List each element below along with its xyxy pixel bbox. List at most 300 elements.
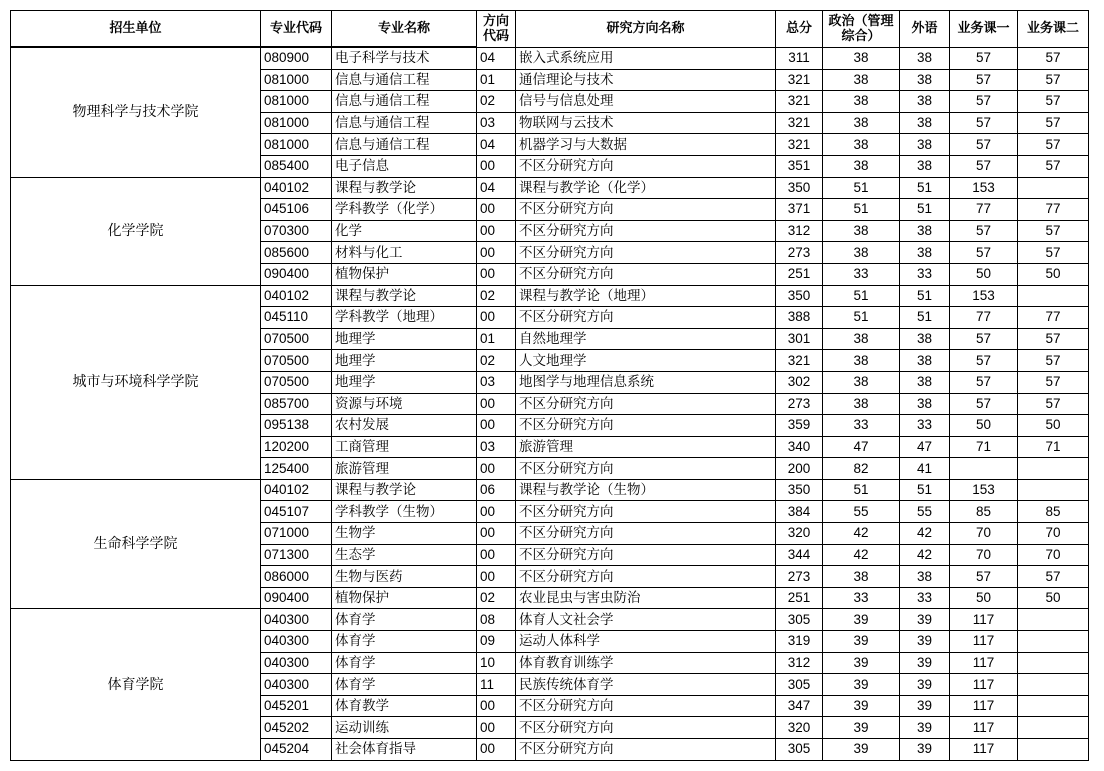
politics-score-cell: 38 xyxy=(823,69,900,91)
major-code-cell: 040300 xyxy=(261,609,332,631)
politics-score-cell: 55 xyxy=(823,501,900,523)
major-code-cell: 120200 xyxy=(261,436,332,458)
foreign-language-score-cell: 38 xyxy=(900,242,950,264)
direction-code-cell: 00 xyxy=(477,695,516,717)
course-two-score-cell: 57 xyxy=(1018,350,1089,372)
major-code-cell: 045204 xyxy=(261,739,332,761)
foreign-language-score-cell: 38 xyxy=(900,393,950,415)
major-code-cell: 095138 xyxy=(261,415,332,437)
table-row xyxy=(11,177,1089,199)
direction-name-cell: 不区分研究方向 xyxy=(516,415,776,437)
course-one-score-cell: 117 xyxy=(950,739,1018,761)
foreign-language-score-cell: 51 xyxy=(900,199,950,221)
direction-name-cell: 不区分研究方向 xyxy=(516,155,776,177)
foreign-language-score-cell: 51 xyxy=(900,307,950,329)
course-one-score-cell: 71 xyxy=(950,436,1018,458)
major-name-cell: 生态学 xyxy=(332,544,477,566)
course-two-score-cell xyxy=(1018,674,1089,696)
course-one-score-cell: 70 xyxy=(950,544,1018,566)
politics-score-cell: 39 xyxy=(823,674,900,696)
course-one-score-cell: 50 xyxy=(950,263,1018,285)
major-code-cell: 071000 xyxy=(261,523,332,545)
major-name-cell: 信息与通信工程 xyxy=(332,112,477,134)
course-two-score-cell: 57 xyxy=(1018,47,1089,69)
direction-code-cell: 00 xyxy=(477,263,516,285)
direction-code-cell: 06 xyxy=(477,479,516,501)
major-name-cell: 运动训练 xyxy=(332,717,477,739)
major-code-cell: 081000 xyxy=(261,134,332,156)
direction-code-cell: 00 xyxy=(477,523,516,545)
table-row xyxy=(11,479,1089,501)
major-name-cell: 地理学 xyxy=(332,350,477,372)
major-code-cell: 090400 xyxy=(261,587,332,609)
politics-score-cell: 39 xyxy=(823,717,900,739)
major-code-cell: 040102 xyxy=(261,479,332,501)
politics-score-cell: 39 xyxy=(823,739,900,761)
major-code-cell: 090400 xyxy=(261,263,332,285)
major-code-cell: 045201 xyxy=(261,695,332,717)
total-score-cell: 359 xyxy=(776,415,823,437)
politics-score-cell: 38 xyxy=(823,566,900,588)
major-name-cell: 社会体育指导 xyxy=(332,739,477,761)
direction-code-cell: 02 xyxy=(477,350,516,372)
header-direction-name: 研究方向名称 xyxy=(516,11,776,48)
direction-name-cell: 课程与教学论（地理） xyxy=(516,285,776,307)
major-code-cell: 040102 xyxy=(261,285,332,307)
major-code-cell: 040300 xyxy=(261,631,332,653)
major-name-cell: 信息与通信工程 xyxy=(332,134,477,156)
politics-score-cell: 33 xyxy=(823,587,900,609)
course-one-score-cell: 57 xyxy=(950,220,1018,242)
foreign-language-score-cell: 38 xyxy=(900,134,950,156)
course-two-score-cell: 57 xyxy=(1018,69,1089,91)
foreign-language-score-cell: 39 xyxy=(900,674,950,696)
major-code-cell: 081000 xyxy=(261,91,332,113)
foreign-language-score-cell: 38 xyxy=(900,371,950,393)
header-direction-code: 方向代码 xyxy=(477,11,516,48)
direction-name-cell: 自然地理学 xyxy=(516,328,776,350)
unit-cell: 城市与环境科学学院 xyxy=(11,285,261,479)
course-two-score-cell xyxy=(1018,285,1089,307)
direction-code-cell: 00 xyxy=(477,307,516,329)
course-two-score-cell: 57 xyxy=(1018,112,1089,134)
course-two-score-cell: 50 xyxy=(1018,263,1089,285)
major-code-cell: 081000 xyxy=(261,69,332,91)
direction-code-cell: 00 xyxy=(477,717,516,739)
major-code-cell: 085700 xyxy=(261,393,332,415)
course-one-score-cell: 50 xyxy=(950,587,1018,609)
direction-code-cell: 00 xyxy=(477,220,516,242)
course-two-score-cell: 57 xyxy=(1018,220,1089,242)
direction-name-cell: 不区分研究方向 xyxy=(516,458,776,480)
major-name-cell: 电子科学与技术 xyxy=(332,47,477,69)
total-score-cell: 350 xyxy=(776,177,823,199)
major-name-cell: 学科教学（地理） xyxy=(332,307,477,329)
course-two-score-cell xyxy=(1018,458,1089,480)
course-one-score-cell: 70 xyxy=(950,523,1018,545)
total-score-cell: 388 xyxy=(776,307,823,329)
direction-name-cell: 课程与教学论（生物） xyxy=(516,479,776,501)
course-two-score-cell xyxy=(1018,631,1089,653)
total-score-cell: 347 xyxy=(776,695,823,717)
direction-code-cell: 03 xyxy=(477,371,516,393)
politics-score-cell: 51 xyxy=(823,479,900,501)
direction-name-cell: 不区分研究方向 xyxy=(516,242,776,264)
total-score-cell: 350 xyxy=(776,285,823,307)
major-name-cell: 体育教学 xyxy=(332,695,477,717)
major-name-cell: 学科教学（生物） xyxy=(332,501,477,523)
foreign-language-score-cell: 39 xyxy=(900,631,950,653)
table-body xyxy=(11,47,1089,760)
politics-score-cell: 39 xyxy=(823,631,900,653)
course-two-score-cell: 77 xyxy=(1018,199,1089,221)
major-name-cell: 学科教学（化学） xyxy=(332,199,477,221)
major-name-cell: 课程与教学论 xyxy=(332,177,477,199)
foreign-language-score-cell: 38 xyxy=(900,69,950,91)
direction-name-cell: 不区分研究方向 xyxy=(516,307,776,329)
header-major-name: 专业名称 xyxy=(332,11,477,48)
foreign-language-score-cell: 38 xyxy=(900,155,950,177)
foreign-language-score-cell: 51 xyxy=(900,479,950,501)
major-name-cell: 旅游管理 xyxy=(332,458,477,480)
politics-score-cell: 51 xyxy=(823,285,900,307)
course-one-score-cell: 153 xyxy=(950,177,1018,199)
direction-name-cell: 通信理论与技术 xyxy=(516,69,776,91)
direction-code-cell: 00 xyxy=(477,199,516,221)
header-total: 总分 xyxy=(776,11,823,48)
course-one-score-cell: 117 xyxy=(950,652,1018,674)
major-name-cell: 电子信息 xyxy=(332,155,477,177)
politics-score-cell: 33 xyxy=(823,415,900,437)
foreign-language-score-cell: 38 xyxy=(900,47,950,69)
major-name-cell: 农村发展 xyxy=(332,415,477,437)
unit-cell: 体育学院 xyxy=(11,609,261,760)
course-one-score-cell: 153 xyxy=(950,285,1018,307)
direction-code-cell: 00 xyxy=(477,155,516,177)
direction-code-cell: 00 xyxy=(477,458,516,480)
politics-score-cell: 42 xyxy=(823,544,900,566)
major-code-cell: 085400 xyxy=(261,155,332,177)
total-score-cell: 273 xyxy=(776,242,823,264)
major-code-cell: 086000 xyxy=(261,566,332,588)
foreign-language-score-cell: 47 xyxy=(900,436,950,458)
direction-code-cell: 01 xyxy=(477,328,516,350)
direction-code-cell: 08 xyxy=(477,609,516,631)
major-name-cell: 地理学 xyxy=(332,328,477,350)
course-two-score-cell: 77 xyxy=(1018,307,1089,329)
course-one-score-cell: 153 xyxy=(950,479,1018,501)
politics-score-cell: 42 xyxy=(823,523,900,545)
header-foreign-language: 外语 xyxy=(900,11,950,48)
direction-code-cell: 02 xyxy=(477,91,516,113)
major-code-cell: 070500 xyxy=(261,328,332,350)
table-row xyxy=(11,609,1089,631)
major-code-cell: 071300 xyxy=(261,544,332,566)
major-name-cell: 信息与通信工程 xyxy=(332,91,477,113)
foreign-language-score-cell: 38 xyxy=(900,112,950,134)
direction-name-cell: 运动人体科学 xyxy=(516,631,776,653)
politics-score-cell: 39 xyxy=(823,652,900,674)
direction-code-cell: 00 xyxy=(477,566,516,588)
major-code-cell: 070500 xyxy=(261,350,332,372)
header-row xyxy=(11,11,1089,48)
course-one-score-cell: 57 xyxy=(950,91,1018,113)
total-score-cell: 384 xyxy=(776,501,823,523)
foreign-language-score-cell: 38 xyxy=(900,350,950,372)
total-score-cell: 273 xyxy=(776,393,823,415)
politics-score-cell: 82 xyxy=(823,458,900,480)
politics-score-cell: 38 xyxy=(823,91,900,113)
course-one-score-cell: 57 xyxy=(950,112,1018,134)
politics-score-cell: 39 xyxy=(823,695,900,717)
major-name-cell: 体育学 xyxy=(332,674,477,696)
direction-code-cell: 00 xyxy=(477,415,516,437)
course-one-score-cell: 57 xyxy=(950,350,1018,372)
course-one-score-cell: 57 xyxy=(950,242,1018,264)
major-name-cell: 课程与教学论 xyxy=(332,285,477,307)
course-two-score-cell xyxy=(1018,652,1089,674)
major-name-cell: 生物与医药 xyxy=(332,566,477,588)
politics-score-cell: 38 xyxy=(823,242,900,264)
course-two-score-cell xyxy=(1018,609,1089,631)
course-two-score-cell xyxy=(1018,739,1089,761)
direction-code-cell: 04 xyxy=(477,134,516,156)
politics-score-cell: 38 xyxy=(823,328,900,350)
score-table xyxy=(10,10,1089,761)
direction-name-cell: 不区分研究方向 xyxy=(516,263,776,285)
course-one-score-cell: 57 xyxy=(950,69,1018,91)
total-score-cell: 305 xyxy=(776,739,823,761)
direction-name-cell: 课程与教学论（化学） xyxy=(516,177,776,199)
course-one-score-cell: 117 xyxy=(950,674,1018,696)
direction-name-cell: 物联网与云技术 xyxy=(516,112,776,134)
direction-code-cell: 04 xyxy=(477,47,516,69)
direction-name-cell: 旅游管理 xyxy=(516,436,776,458)
header-course-one: 业务课一 xyxy=(950,11,1018,48)
major-code-cell: 080900 xyxy=(261,47,332,69)
unit-cell: 化学学院 xyxy=(11,177,261,285)
direction-name-cell: 信号与信息处理 xyxy=(516,91,776,113)
major-name-cell: 资源与环境 xyxy=(332,393,477,415)
major-code-cell: 040300 xyxy=(261,652,332,674)
politics-score-cell: 38 xyxy=(823,220,900,242)
foreign-language-score-cell: 42 xyxy=(900,523,950,545)
course-two-score-cell: 57 xyxy=(1018,328,1089,350)
foreign-language-score-cell: 42 xyxy=(900,544,950,566)
course-one-score-cell: 77 xyxy=(950,307,1018,329)
course-two-score-cell xyxy=(1018,177,1089,199)
course-two-score-cell: 50 xyxy=(1018,587,1089,609)
direction-name-cell: 不区分研究方向 xyxy=(516,523,776,545)
course-two-score-cell: 57 xyxy=(1018,91,1089,113)
direction-name-cell: 体育人文社会学 xyxy=(516,609,776,631)
total-score-cell: 320 xyxy=(776,717,823,739)
course-two-score-cell: 85 xyxy=(1018,501,1089,523)
total-score-cell: 301 xyxy=(776,328,823,350)
direction-code-cell: 00 xyxy=(477,393,516,415)
direction-name-cell: 不区分研究方向 xyxy=(516,544,776,566)
major-name-cell: 体育学 xyxy=(332,652,477,674)
course-two-score-cell: 71 xyxy=(1018,436,1089,458)
course-two-score-cell: 57 xyxy=(1018,371,1089,393)
major-name-cell: 化学 xyxy=(332,220,477,242)
course-one-score-cell: 117 xyxy=(950,609,1018,631)
direction-code-cell: 02 xyxy=(477,285,516,307)
major-code-cell: 045106 xyxy=(261,199,332,221)
politics-score-cell: 39 xyxy=(823,609,900,631)
major-name-cell: 体育学 xyxy=(332,631,477,653)
course-one-score-cell: 117 xyxy=(950,631,1018,653)
course-two-score-cell: 50 xyxy=(1018,415,1089,437)
major-name-cell: 植物保护 xyxy=(332,263,477,285)
total-score-cell: 344 xyxy=(776,544,823,566)
direction-name-cell: 不区分研究方向 xyxy=(516,199,776,221)
direction-code-cell: 03 xyxy=(477,112,516,134)
direction-code-cell: 03 xyxy=(477,436,516,458)
header-course-two: 业务课二 xyxy=(1018,11,1089,48)
foreign-language-score-cell: 41 xyxy=(900,458,950,480)
course-one-score-cell: 50 xyxy=(950,415,1018,437)
direction-name-cell: 民族传统体育学 xyxy=(516,674,776,696)
header-politics: 政治（管理综合） xyxy=(823,11,900,48)
total-score-cell: 321 xyxy=(776,91,823,113)
foreign-language-score-cell: 38 xyxy=(900,566,950,588)
direction-code-cell: 00 xyxy=(477,501,516,523)
direction-name-cell: 不区分研究方向 xyxy=(516,501,776,523)
foreign-language-score-cell: 51 xyxy=(900,285,950,307)
course-two-score-cell: 57 xyxy=(1018,134,1089,156)
politics-score-cell: 38 xyxy=(823,112,900,134)
foreign-language-score-cell: 38 xyxy=(900,91,950,113)
major-code-cell: 125400 xyxy=(261,458,332,480)
politics-score-cell: 51 xyxy=(823,177,900,199)
politics-score-cell: 38 xyxy=(823,47,900,69)
direction-name-cell: 不区分研究方向 xyxy=(516,393,776,415)
total-score-cell: 321 xyxy=(776,350,823,372)
direction-code-cell: 04 xyxy=(477,177,516,199)
politics-score-cell: 38 xyxy=(823,350,900,372)
total-score-cell: 321 xyxy=(776,134,823,156)
unit-cell: 生命科学学院 xyxy=(11,479,261,609)
foreign-language-score-cell: 39 xyxy=(900,717,950,739)
major-name-cell: 材料与化工 xyxy=(332,242,477,264)
course-one-score-cell: 85 xyxy=(950,501,1018,523)
course-one-score-cell: 57 xyxy=(950,328,1018,350)
course-two-score-cell: 57 xyxy=(1018,393,1089,415)
major-name-cell: 课程与教学论 xyxy=(332,479,477,501)
major-code-cell: 081000 xyxy=(261,112,332,134)
major-code-cell: 045110 xyxy=(261,307,332,329)
direction-code-cell: 10 xyxy=(477,652,516,674)
course-two-score-cell: 57 xyxy=(1018,566,1089,588)
foreign-language-score-cell: 39 xyxy=(900,739,950,761)
major-code-cell: 040102 xyxy=(261,177,332,199)
foreign-language-score-cell: 38 xyxy=(900,328,950,350)
direction-code-cell: 11 xyxy=(477,674,516,696)
course-one-score-cell: 117 xyxy=(950,717,1018,739)
direction-code-cell: 02 xyxy=(477,587,516,609)
total-score-cell: 371 xyxy=(776,199,823,221)
total-score-cell: 305 xyxy=(776,609,823,631)
foreign-language-score-cell: 39 xyxy=(900,609,950,631)
total-score-cell: 351 xyxy=(776,155,823,177)
course-two-score-cell xyxy=(1018,717,1089,739)
major-name-cell: 体育学 xyxy=(332,609,477,631)
course-one-score-cell: 57 xyxy=(950,47,1018,69)
course-one-score-cell: 57 xyxy=(950,371,1018,393)
major-code-cell: 070300 xyxy=(261,220,332,242)
total-score-cell: 312 xyxy=(776,652,823,674)
direction-name-cell: 农业昆虫与害虫防治 xyxy=(516,587,776,609)
foreign-language-score-cell: 51 xyxy=(900,177,950,199)
total-score-cell: 340 xyxy=(776,436,823,458)
politics-score-cell: 38 xyxy=(823,393,900,415)
major-code-cell: 070500 xyxy=(261,371,332,393)
direction-name-cell: 不区分研究方向 xyxy=(516,739,776,761)
total-score-cell: 350 xyxy=(776,479,823,501)
total-score-cell: 321 xyxy=(776,112,823,134)
header-unit: 招生单位 xyxy=(11,11,261,48)
direction-code-cell: 09 xyxy=(477,631,516,653)
direction-name-cell: 地图学与地理信息系统 xyxy=(516,371,776,393)
major-name-cell: 植物保护 xyxy=(332,587,477,609)
course-two-score-cell: 70 xyxy=(1018,544,1089,566)
direction-name-cell: 机器学习与大数据 xyxy=(516,134,776,156)
major-code-cell: 085600 xyxy=(261,242,332,264)
major-name-cell: 工商管理 xyxy=(332,436,477,458)
course-two-score-cell xyxy=(1018,479,1089,501)
total-score-cell: 305 xyxy=(776,674,823,696)
course-one-score-cell: 117 xyxy=(950,695,1018,717)
major-name-cell: 信息与通信工程 xyxy=(332,69,477,91)
foreign-language-score-cell: 55 xyxy=(900,501,950,523)
total-score-cell: 312 xyxy=(776,220,823,242)
direction-name-cell: 嵌入式系统应用 xyxy=(516,47,776,69)
total-score-cell: 251 xyxy=(776,587,823,609)
header-major-code: 专业代码 xyxy=(261,11,332,48)
foreign-language-score-cell: 39 xyxy=(900,652,950,674)
total-score-cell: 200 xyxy=(776,458,823,480)
total-score-cell: 319 xyxy=(776,631,823,653)
direction-code-cell: 01 xyxy=(477,69,516,91)
politics-score-cell: 51 xyxy=(823,199,900,221)
table-row xyxy=(11,285,1089,307)
total-score-cell: 273 xyxy=(776,566,823,588)
total-score-cell: 302 xyxy=(776,371,823,393)
direction-name-cell: 不区分研究方向 xyxy=(516,220,776,242)
direction-code-cell: 00 xyxy=(477,739,516,761)
course-two-score-cell: 57 xyxy=(1018,155,1089,177)
course-one-score-cell: 57 xyxy=(950,134,1018,156)
course-one-score-cell: 57 xyxy=(950,393,1018,415)
unit-cell: 物理科学与技术学院 xyxy=(11,47,261,177)
direction-name-cell: 不区分研究方向 xyxy=(516,566,776,588)
politics-score-cell: 47 xyxy=(823,436,900,458)
politics-score-cell: 38 xyxy=(823,371,900,393)
foreign-language-score-cell: 33 xyxy=(900,587,950,609)
course-two-score-cell xyxy=(1018,695,1089,717)
total-score-cell: 251 xyxy=(776,263,823,285)
politics-score-cell: 33 xyxy=(823,263,900,285)
course-one-score-cell xyxy=(950,458,1018,480)
total-score-cell: 320 xyxy=(776,523,823,545)
major-name-cell: 生物学 xyxy=(332,523,477,545)
course-two-score-cell: 70 xyxy=(1018,523,1089,545)
major-name-cell: 地理学 xyxy=(332,371,477,393)
total-score-cell: 321 xyxy=(776,69,823,91)
direction-name-cell: 不区分研究方向 xyxy=(516,695,776,717)
foreign-language-score-cell: 33 xyxy=(900,415,950,437)
